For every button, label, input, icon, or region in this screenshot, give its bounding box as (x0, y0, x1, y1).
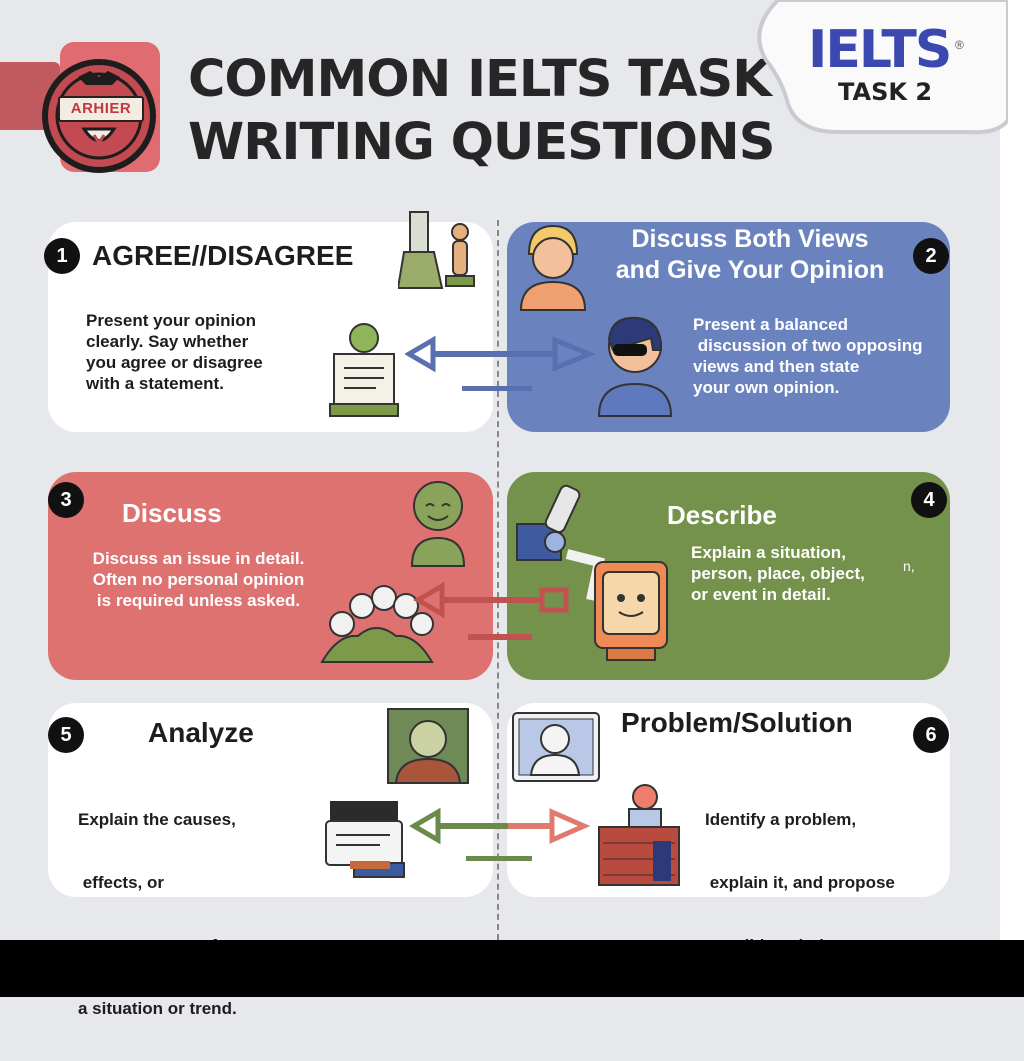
card-line: Explain a situation, (691, 543, 846, 562)
card-line: is required unless asked. (96, 591, 301, 610)
lab-flask-icon (398, 208, 478, 298)
person-blonde-icon (515, 220, 591, 312)
card-title-line1: Discuss Both Views (631, 225, 869, 253)
card-title-line2: and Give Your Opinion (615, 256, 885, 284)
brand-registered-mark: ® (955, 38, 964, 52)
card-discuss (48, 472, 493, 680)
card-line: explain it, and propose (705, 873, 895, 892)
podium-speaker-icon (595, 781, 685, 889)
card-number-badge: 4 (911, 482, 947, 518)
card-title (595, 224, 905, 286)
brand-logo-text: IELTS (808, 20, 951, 80)
arrow-icon (412, 580, 572, 620)
card-line: or event in detail. (691, 585, 831, 604)
card-line: views and then state (693, 357, 860, 376)
card-number-badge: 1 (44, 238, 80, 274)
card-describe (507, 472, 950, 680)
card-line: you agree or disagree (86, 353, 263, 372)
card-description (56, 548, 341, 611)
card-line: a situation or trend. (78, 999, 237, 1018)
card-number-badge: 5 (48, 717, 84, 753)
card-line: Identify a problem, (705, 810, 857, 829)
card-number-badge: 2 (913, 238, 949, 274)
card-line: effects, or (78, 873, 164, 892)
card-description (78, 767, 237, 1061)
card-number-badge: 3 (48, 482, 84, 518)
screen-face-icon (591, 556, 671, 664)
printer-icon (324, 799, 412, 883)
arrow-icon (405, 334, 595, 374)
card-line: Present a balanced (693, 315, 848, 334)
card-agree-disagree (48, 222, 493, 432)
card-discuss-both-views (507, 222, 950, 432)
connector-bar (466, 856, 532, 861)
card-analyze (48, 703, 493, 1018)
card-line: Discuss an issue in detail. (92, 549, 305, 568)
card-title: Describe (667, 500, 777, 530)
connector-bar (462, 386, 532, 391)
page-title-line2: WRITING QUESTIONS (188, 113, 775, 172)
page-edge (1000, 0, 1024, 940)
bottom-bar (0, 940, 1024, 997)
card-line: with a statement. (86, 374, 224, 393)
arrow-icon (408, 806, 590, 846)
card-title: AGREE//DISAGREE (92, 240, 354, 271)
card-title: Problem/Solution (621, 707, 853, 738)
card-description (693, 314, 923, 398)
tv-person-icon (511, 711, 601, 785)
card-title: Analyze (148, 717, 254, 748)
card-number-badge: 6 (913, 717, 949, 753)
card-line: discussion of two opposing (693, 336, 923, 355)
clipboard-icon (326, 320, 402, 420)
logo-badge-text: ARHIER (58, 96, 144, 122)
card-line: Explain the causes, (78, 810, 236, 829)
card-line: your own opinion. (693, 378, 840, 397)
card-title: Discuss (122, 498, 222, 528)
smiling-person-icon (400, 476, 476, 568)
card-line: Present your opinion (86, 311, 257, 330)
brand-sub-text: TASK 2 (838, 78, 933, 106)
stray-text: n, (903, 558, 915, 574)
headset-person-icon (593, 310, 677, 418)
professor-icon (386, 707, 470, 787)
card-line: clearly. Say whether (86, 332, 249, 351)
card-problem-solution (507, 703, 950, 897)
page-title-line1: COMMON IELTS TASK (188, 50, 771, 109)
card-line: Often no personal opinion (92, 570, 305, 589)
connector-bar (468, 634, 532, 640)
card-description (691, 542, 865, 605)
card-line: person, place, object, (691, 564, 865, 583)
card-description (86, 310, 263, 394)
